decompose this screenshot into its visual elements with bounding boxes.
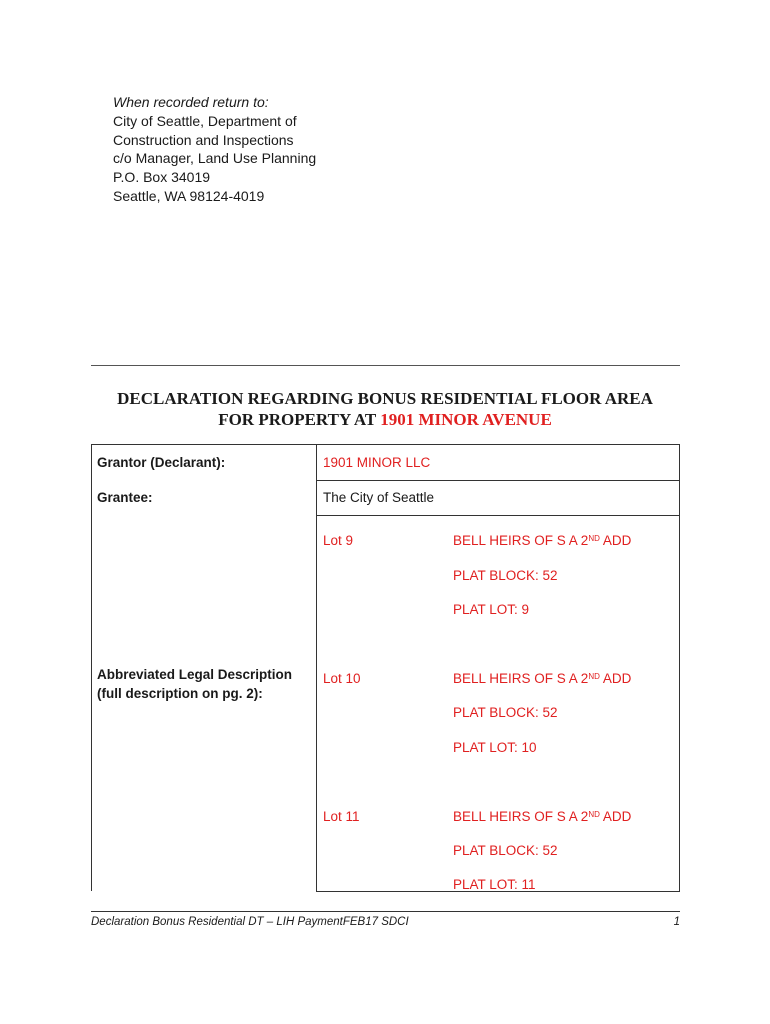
return-address-block (113, 93, 316, 206)
return-line: Construction and Inspections (113, 131, 294, 148)
lot-number: Lot 10 (323, 671, 361, 686)
footer-divider (91, 911, 680, 912)
table-column-divider (316, 444, 317, 891)
plat-lot: PLAT LOT: 10 (453, 740, 537, 755)
document-title-line-1: DECLARATION REGARDING BONUS RESIDENTIAL FLOOR AREA (117, 389, 653, 408)
top-divider (91, 365, 680, 366)
plat-block: PLAT BLOCK: 52 (453, 705, 558, 720)
return-line: P.O. Box 34019 (113, 169, 211, 186)
page-number: 1 (673, 916, 680, 928)
document-title-line-2 (0, 409, 770, 431)
footer-text: Declaration Bonus Residential DT – LIH PaymentFEB17 SDCI (91, 916, 409, 928)
grantee-value: The City of Seattle (323, 490, 435, 505)
addition-name: BELL HEIRS OF S A 2ND ADD (453, 671, 632, 686)
return-line: c/o Manager, Land Use Planning (113, 150, 317, 167)
grantor-label: Grantor (Declarant): (97, 455, 226, 470)
return-heading: When recorded return to: (113, 94, 269, 110)
return-line: Seattle, WA 98124-4019 (113, 187, 265, 204)
grantor-value: 1901 MINOR LLC (323, 455, 431, 470)
property-address: 1901 MINOR AVENUE (380, 410, 552, 429)
title-prefix: FOR PROPERTY AT (218, 410, 381, 429)
addition-name: BELL HEIRS OF S A 2ND ADD (453, 533, 632, 548)
legal-description-note: (full description on pg. 2): (97, 686, 263, 701)
grantee-label: Grantee: (97, 490, 153, 505)
plat-block: PLAT BLOCK: 52 (453, 568, 558, 583)
plat-lot: PLAT LOT: 11 (453, 877, 536, 892)
plat-lot: PLAT LOT: 9 (453, 602, 530, 617)
table-right-border (679, 444, 680, 891)
plat-block: PLAT BLOCK: 52 (453, 843, 558, 858)
lot-number: Lot 11 (323, 809, 360, 824)
row-divider (316, 480, 680, 481)
row-divider (316, 515, 680, 516)
lot-number: Lot 9 (323, 533, 354, 548)
table-top-border (91, 444, 680, 445)
return-line: City of Seattle, Department of (113, 112, 297, 129)
addition-name: BELL HEIRS OF S A 2ND ADD (453, 809, 632, 824)
legal-description-label: Abbreviated Legal Description (97, 667, 293, 682)
table-left-border (91, 444, 92, 891)
